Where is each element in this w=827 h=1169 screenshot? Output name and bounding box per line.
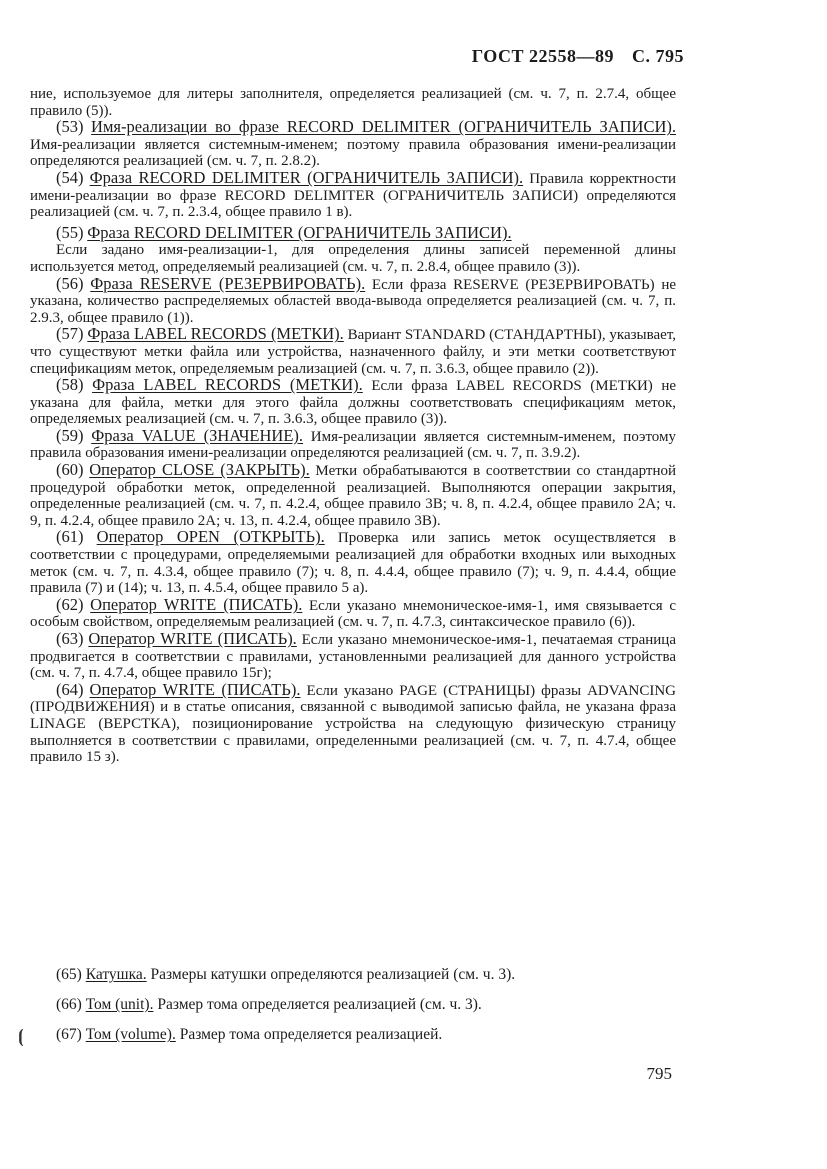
item-number: (57) xyxy=(56,324,84,344)
paragraph-text: Вариант STANDARD (СТАНДАРТНЫ), указывает, что существуют метки файла или устройства, назначенного файлу, и эти метки соответствуют спецификациям меток, определяемым реализацией (см. ч. 7, п. 3.6.3, общее правило (2)). xyxy=(30,327,677,377)
paragraph-text: Проверка или запись меток осуществляется в соответствии с процедурами, определяемыми реализацией для обработки входных или выходных меток (см. ч. 7, п. 4.3.4, общее правило (7); ч. 8, п. 4.4.4, общее правило (7); ч. 9, п. 4.4.4, общие правила (7) и (14); ч. 13, п. 4.5.4, общее правило 5 а). xyxy=(30,530,677,597)
paragraph-62 xyxy=(30,594,676,631)
paragraph-text: Метки обрабатываются в соответствии со стандартной процедурой обработки меток, определенной реализацией. Выполняются операции закрытия, определенные реализацией (см. ч. 7, п. 4.2.4, общее правило 3В; ч. 8, п. 4.2.4, общее правило 2А; ч. 9, п. 4.2.4, общее правило 2А; ч. 13, п. 4.2.4, общее правило 3В). xyxy=(30,463,677,529)
item-term: Оператор OPEN (ОТКРЫТЬ). xyxy=(96,527,325,547)
paragraph-continuation xyxy=(30,86,676,119)
item-number: (60) xyxy=(56,460,84,480)
paragraph-text: Если фраза RESERVE (РЕЗЕРВИРОВАТЬ) не указана, количество распределяемых областей ввода-вывода определяется реализацией (см. ч. 7, п. 2.9.3, общее правило (1)). xyxy=(30,276,677,326)
item-term: Фраза LABEL RECORDS (МЕТКИ). xyxy=(92,375,363,395)
paragraph-text: Если указано мнемоническое-имя-1, печатаемая страница продвигается в соответствии с правилами, установленными реализацией для данного устройства (см. ч. 7, п. 4.7.4, общее правило 15г); xyxy=(30,632,676,682)
paragraph-text: Если фраза LABEL RECORDS (МЕТКИ) не указана для файла, метки для этого файла должны соответствовать спецификациям меток, определяемых реализацией (см. ч. 7, п. 3.6.3, общее правило (3)). xyxy=(30,378,677,428)
paragraph-text: ние, используемое для литеры заполнителя, определяется реализацией (см. ч. 7, п. 2.7.4, общее правило (5)). xyxy=(30,86,676,119)
item-number: (62) xyxy=(56,594,84,614)
item-number: (67) xyxy=(56,1026,82,1043)
paragraph-55 xyxy=(30,222,676,243)
item-term: Имя-реализации во фразе RECORD DELIMITER (ОГРАНИЧИТЕЛЬ ЗАПИСИ). xyxy=(91,117,677,137)
paragraph-59 xyxy=(30,425,677,462)
paragraph-53 xyxy=(30,119,676,170)
page-header xyxy=(472,46,684,67)
paragraph-67 xyxy=(30,1026,676,1044)
page-reference: С. 795 xyxy=(632,46,684,66)
item-term: Фраза VALUE (ЗНАЧЕНИЕ). xyxy=(91,425,304,445)
item-number: (58) xyxy=(56,375,84,395)
item-number: (56) xyxy=(56,273,84,293)
standard-designation: ГОСТ 22558—89 xyxy=(471,46,614,66)
paragraph-55-body xyxy=(30,242,676,275)
item-number: (59) xyxy=(56,425,84,445)
item-term: Оператор CLOSE (ЗАКРЫТЬ). xyxy=(89,460,310,480)
paragraph-57 xyxy=(30,326,676,377)
paragraph-60 xyxy=(30,462,676,529)
paragraph-63 xyxy=(30,631,676,682)
paragraph-56 xyxy=(30,273,677,327)
margin-bracket-mark: ⦗ xyxy=(18,1026,24,1046)
paragraph-66 xyxy=(30,996,676,1014)
item-number: (61) xyxy=(56,527,84,547)
paragraph-text: Если указано PAGE (СТРАНИЦЫ) фразы ADVANCING (ПРОДВИЖЕНИЯ) и в статье описания, связанной с выводимой записью файла, не указана фраза LINAGE (ВЕРСТКА), позиционирование устройства на следующую физическую страницу выполняется в соответствии с правилами, определенными реализацией (см. ч. 7, п. 4.7.4, общее правило 15 з). xyxy=(30,682,676,766)
paragraph-61 xyxy=(30,529,676,596)
item-term: Оператор WRITE (ПИСАТЬ). xyxy=(89,679,301,699)
item-term: Фраза RECORD DELIMITER (ОГРАНИЧИТЕЛЬ ЗАПИСИ). xyxy=(87,222,512,242)
body-text xyxy=(30,86,676,766)
item-term: Фраза RESERVE (РЕЗЕРВИРОВАТЬ). xyxy=(90,273,366,293)
item-term: Том (volume). xyxy=(85,1026,176,1043)
item-term: Фраза RECORD DELIMITER (ОГРАНИЧИТЕЛЬ ЗАПИСИ). xyxy=(89,167,524,187)
page-number: 795 xyxy=(646,1064,672,1083)
paragraph-text: Размер тома определяется реализацией. xyxy=(175,1026,443,1043)
item-term: Фраза LABEL RECORDS (МЕТКИ). xyxy=(87,324,344,344)
item-number: (55) xyxy=(56,222,84,242)
item-number: (54) xyxy=(56,167,84,187)
paragraph-58 xyxy=(30,377,676,428)
paragraph-text: Если указано мнемоническое-имя-1, имя связывается с особым свойством, определяемым реализацией (см. ч. 7, п. 4.7.3, синтаксическое правило (6)). xyxy=(30,597,676,631)
item-term: Катушка. xyxy=(85,966,147,983)
paragraph-text: Правила корректности имени-реализации во фразе RECORD DELIMITER (ОГРАНИЧИТЕЛЬ ЗАПИСИ) определяются реализацией (см. ч. 7, п. 2.3.4, общее правило 1 в). xyxy=(30,170,676,221)
paragraph-text: Если задано имя-реализации-1, для определения длины записей переменной длины используется метод, определяемый реализацией (см. ч. 7, п. 2.8.4, общее правило (3)). xyxy=(30,242,676,275)
item-number: (64) xyxy=(56,679,84,699)
item-term: Оператор WRITE (ПИСАТЬ). xyxy=(90,594,303,614)
item-number: (63) xyxy=(56,629,84,648)
paragraph-text: Имя-реализации является системным-именем, поэтому правила образования имени-реализации определяются реализацией (см. ч. 7, п. 3.9.2). xyxy=(30,428,677,462)
paragraph-text: Размер тома определяется реализацией (см. ч. 3). xyxy=(153,996,482,1013)
item-number: (53) xyxy=(56,117,84,137)
item-number: (66) xyxy=(56,996,82,1013)
paragraph-54 xyxy=(30,167,676,221)
item-term: Том (unit). xyxy=(85,996,154,1013)
paragraph-text: Размеры катушки определяются реализацией (см. ч. 3). xyxy=(146,966,516,983)
item-term: Оператор WRITE (ПИСАТЬ). xyxy=(88,629,297,648)
paragraph-64 xyxy=(30,679,676,766)
paragraph-text: Имя-реализации является системным-именем; поэтому правила образования имени-реализации определяются реализацией (см. ч. 7, п. 2.8.2). xyxy=(30,136,676,170)
item-number: (65) xyxy=(56,966,82,983)
paragraph-65 xyxy=(30,966,676,984)
